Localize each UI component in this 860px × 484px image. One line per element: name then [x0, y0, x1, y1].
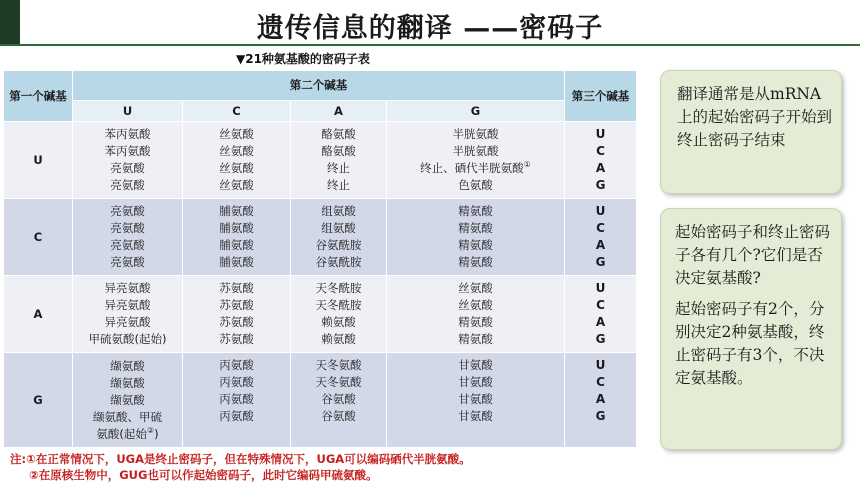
- note-1: 注:①在正常情况下，UGA是终止密码子，但在特殊情况下，UGA可以编码硒代半胱氨酸。: [10, 452, 471, 466]
- table-row: [4, 353, 637, 448]
- third-base-list: U C A G: [565, 199, 637, 276]
- amino-acid: 丝氨酸: [458, 281, 493, 295]
- amino-acid: 脯氨酸: [219, 255, 254, 269]
- amino-acid: 甘氨酸: [458, 392, 493, 406]
- amino-acid: 苏氨酸: [219, 332, 254, 346]
- codon-cell: [387, 276, 565, 353]
- amino-acid: 缬氨酸: [110, 392, 145, 407]
- amino-acid: 脯氨酸: [219, 238, 254, 252]
- codon-cell: [387, 353, 565, 448]
- amino-acid: 终止: [327, 178, 350, 192]
- amino-acid: 缬氨酸: [110, 375, 145, 390]
- amino-acid: 精氨酸: [458, 255, 493, 269]
- table-row: [4, 199, 637, 276]
- codon-cell: [291, 199, 387, 276]
- amino-acid: 丝氨酸: [219, 127, 254, 141]
- second-base-a: A: [291, 101, 387, 122]
- amino-acid: 谷氨酸: [321, 392, 356, 406]
- codon-cell: [73, 199, 183, 276]
- amino-acid: 组氨酸: [321, 221, 356, 235]
- codon-cell: [291, 122, 387, 199]
- first-base: G: [4, 353, 73, 448]
- amino-acid: 异亮氨酸: [104, 281, 151, 295]
- codon-cell: [387, 199, 565, 276]
- amino-acid: 色氨酸: [458, 178, 493, 192]
- amino-acid-start: 氨酸(起始②): [96, 425, 159, 441]
- amino-acid: 丝氨酸: [219, 144, 254, 158]
- first-base: A: [4, 276, 73, 353]
- codon-cell: [183, 122, 291, 199]
- amino-acid: 甘氨酸: [458, 375, 493, 389]
- table-notes: [10, 451, 471, 483]
- codon-cell: [183, 353, 291, 448]
- amino-acid: 精氨酸: [458, 332, 493, 346]
- amino-acid: 半胱氨酸: [452, 127, 499, 141]
- amino-acid: 天冬酰胺: [315, 298, 362, 312]
- third-base-header: 第三个碱基: [565, 71, 637, 122]
- codon-cell: [183, 199, 291, 276]
- table-row: [4, 122, 637, 199]
- footnote-mark-1: ①: [523, 160, 531, 170]
- codon-cell: [183, 276, 291, 353]
- title-underline: [0, 44, 860, 46]
- amino-acid: 丙氨酸: [219, 392, 254, 406]
- amino-acid: 终止: [327, 161, 350, 175]
- amino-acid: 谷氨酸: [321, 409, 356, 423]
- amino-acid: 丙氨酸: [219, 358, 254, 372]
- amino-acid: 甘氨酸: [458, 409, 493, 423]
- amino-acid: 亮氨酸: [110, 178, 145, 192]
- amino-acid: 组氨酸: [321, 204, 356, 218]
- amino-acid: 苏氨酸: [219, 315, 254, 329]
- amino-acid: 异亮氨酸: [104, 315, 151, 329]
- amino-acid: 谷氨酰胺: [315, 238, 362, 252]
- amino-acid: 丝氨酸: [458, 298, 493, 312]
- codon-cell: [291, 276, 387, 353]
- first-base: U: [4, 122, 73, 199]
- codon-cell: [73, 122, 183, 199]
- answer-text: 起始密码子有2个，分别决定2种氨基酸，终止密码子有3个，不决定氨基酸。: [675, 300, 825, 387]
- page-title: 遗传信息的翻译 ——密码子: [256, 13, 604, 44]
- amino-acid: 谷氨酰胺: [315, 255, 362, 269]
- first-base-header: 第一个碱基: [4, 71, 73, 122]
- amino-acid: 酪氨酸: [321, 127, 356, 141]
- amino-acid: 异亮氨酸: [104, 298, 151, 312]
- second-base-g: G: [387, 101, 565, 122]
- second-base-u: U: [73, 101, 183, 122]
- footnote-mark-2: ②: [146, 425, 155, 435]
- amino-acid: 赖氨酸: [321, 315, 356, 329]
- amino-acid: 缬氨酸、甲硫: [93, 409, 162, 424]
- amino-acid: 丝氨酸: [219, 178, 254, 192]
- question-box: [660, 208, 842, 450]
- amino-acid: 天冬氨酸: [315, 358, 362, 372]
- amino-acid: 脯氨酸: [219, 204, 254, 218]
- amino-acid: 亮氨酸: [110, 161, 145, 175]
- codon-cell: [291, 353, 387, 448]
- third-base-list: U C A G: [565, 122, 637, 199]
- amino-acid: 苯丙氨酸: [104, 127, 151, 141]
- amino-acid: 甘氨酸: [458, 358, 493, 372]
- amino-acid: 亮氨酸: [110, 221, 145, 235]
- amino-acid: 甲硫氨酸(起始): [88, 332, 167, 346]
- third-base-list: U C A G: [565, 353, 637, 448]
- amino-acid: 丝氨酸: [219, 161, 254, 175]
- amino-acid: 精氨酸: [458, 221, 493, 235]
- table-row: [4, 276, 637, 353]
- question-text: 起始密码子和终止密码子各有几个?它们是否决定氨基酸?: [675, 223, 831, 287]
- amino-acid: 天冬氨酸: [315, 375, 362, 389]
- amino-acid: 缬氨酸: [110, 358, 145, 373]
- amino-acid: 苯丙氨酸: [104, 144, 151, 158]
- second-base-header: 第二个碱基: [73, 71, 565, 101]
- codon-table: [3, 70, 637, 448]
- amino-acid: 丙氨酸: [219, 409, 254, 423]
- table-caption: ▼21种氨基酸的密码子表: [236, 52, 370, 66]
- amino-acid: 亮氨酸: [110, 255, 145, 269]
- amino-acid: 酪氨酸: [321, 144, 356, 158]
- note-2: ②在原核生物中，GUG也可以作起始密码子，此时它编码甲硫氨酸。: [29, 468, 378, 482]
- first-base: C: [4, 199, 73, 276]
- amino-acid: 苏氨酸: [219, 281, 254, 295]
- second-base-c: C: [183, 101, 291, 122]
- codon-cell: [73, 276, 183, 353]
- codon-cell: [73, 353, 183, 448]
- amino-acid: 亮氨酸: [110, 238, 145, 252]
- amino-acid: 精氨酸: [458, 204, 493, 218]
- amino-acid: 丙氨酸: [219, 375, 254, 389]
- third-base-list: U C A G: [565, 276, 637, 353]
- info-box-text: 翻译通常是从mRNA上的起始密码子开始到终止密码子结束: [677, 85, 833, 149]
- amino-acid-selenocysteine: 终止、硒代半胱氨酸①: [420, 160, 531, 175]
- amino-acid: 亮氨酸: [110, 204, 145, 218]
- codon-cell: [387, 122, 565, 199]
- amino-acid: 脯氨酸: [219, 221, 254, 235]
- amino-acid: 天冬酰胺: [315, 281, 362, 295]
- amino-acid: 苏氨酸: [219, 298, 254, 312]
- amino-acid: 精氨酸: [458, 238, 493, 252]
- info-box-translation: [660, 70, 842, 194]
- amino-acid: 赖氨酸: [321, 332, 356, 346]
- amino-acid: 半胱氨酸: [452, 144, 499, 158]
- amino-acid: 精氨酸: [458, 315, 493, 329]
